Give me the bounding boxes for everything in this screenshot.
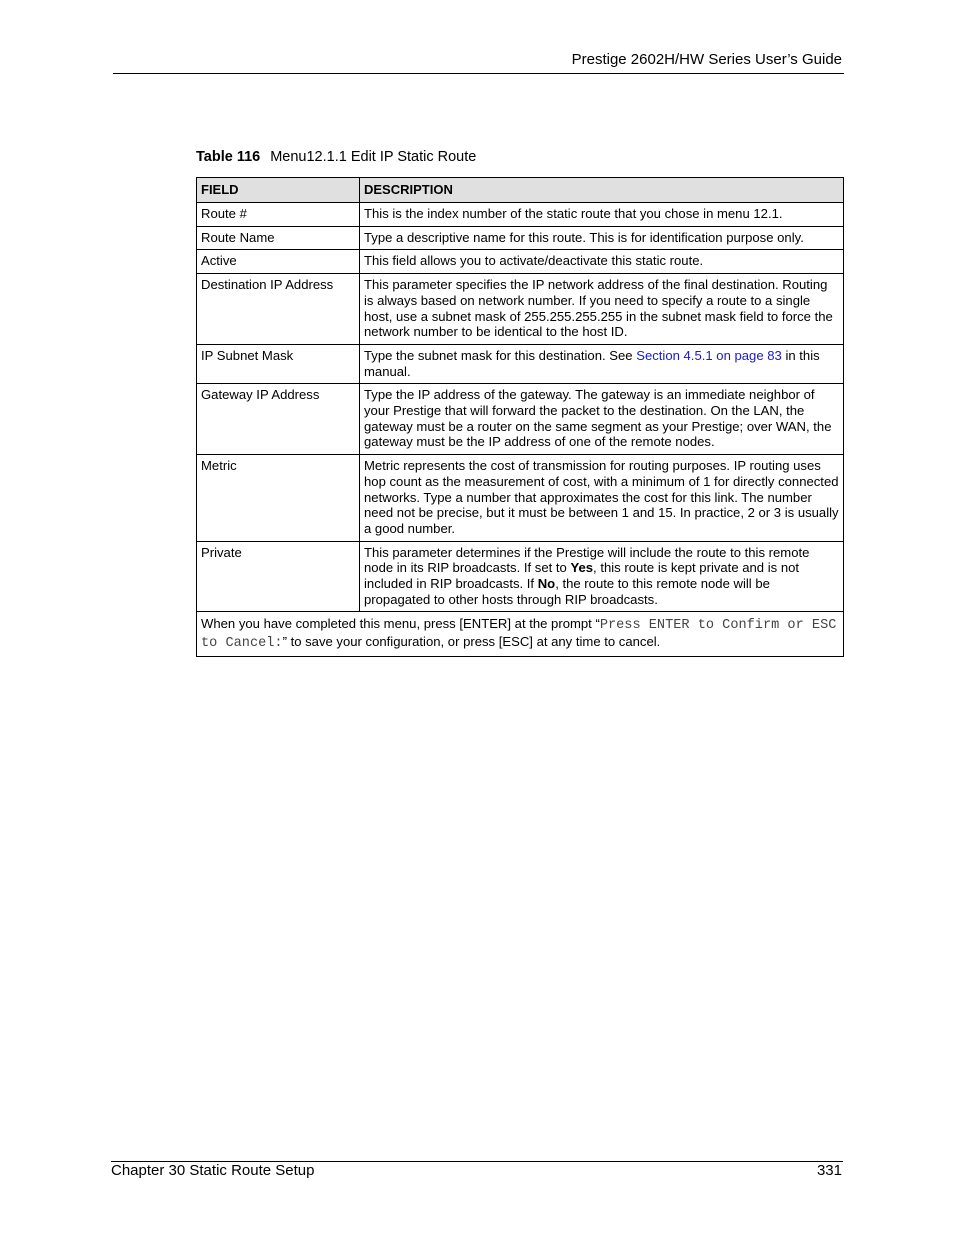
header-rule <box>113 73 844 74</box>
table-row <box>197 541 844 612</box>
table-row <box>197 274 844 345</box>
prompt-text: Press ENTER to Confirm or ESC to Cancel: <box>201 618 837 652</box>
description-cell: This field allows you to activate/deactivate this static route. <box>360 250 844 274</box>
field-cell: Private <box>197 541 360 612</box>
table-header-row <box>197 178 844 203</box>
field-cell: Metric <box>197 455 360 542</box>
table-row <box>197 250 844 274</box>
table-footer-row <box>197 612 844 656</box>
field-cell: Destination IP Address <box>197 274 360 345</box>
field-cell: Route Name <box>197 226 360 250</box>
table-caption <box>196 148 476 166</box>
bold-option-no: No <box>537 576 556 592</box>
table-row <box>197 226 844 250</box>
description-cell: Type the IP address of the gateway. The gateway is an immediate neighbor of your Prestige that will forward the packet to the destination. On the LAN, the gateway must be a router on the same segment as your Prestige; over WAN, the gateway must be the IP address of one of the remote nodes. <box>360 384 844 455</box>
field-cell: Route # <box>197 203 360 227</box>
footer-note-text: ” to save your configuration, or press [ESC] at any time to cancel. <box>282 634 661 650</box>
field-description-table <box>196 177 844 657</box>
description-cell: This is the index number of the static route that you chose in menu 12.1. <box>360 203 844 227</box>
description-text: , the route to this remote node will be propagated to other hosts through RIP broadcasts. <box>364 576 770 607</box>
description-text: This parameter determines if the Prestige will include the route to this remote node in its RIP broadcasts. If set to <box>364 544 810 576</box>
field-cell: Active <box>197 250 360 274</box>
description-text: Type the subnet mask for this destination. See <box>364 347 637 363</box>
page-number: 331 <box>816 1162 842 1179</box>
description-cell: Metric represents the cost of transmission for routing purposes. IP routing uses hop count as the measurement of cost, with a minimum of 1 for directly connected networks. Type a number that approximates the cost for this link. The number need not be precise, but it must be between 1 and 15. In practice, 2 or 3 is usually a good number. <box>360 455 844 542</box>
description-cell <box>360 541 844 612</box>
section-cross-reference-link[interactable]: Section 4.5.1 on page 83 <box>636 347 782 363</box>
description-text: , this route is kept private and is not included in RIP broadcasts. If <box>364 560 800 592</box>
table-footer-note <box>197 612 844 656</box>
column-header-field: FIELD <box>197 178 360 203</box>
description-cell: This parameter specifies the IP network address of the final destination. Routing is always based on network number. If you need to specify a route to a single host, use a subnet mask of 255.255.255.255 in the subnet mask field to force the network number to be identical to the host ID. <box>360 274 844 345</box>
description-cell: Type a descriptive name for this route. This is for identification purpose only. <box>360 226 844 250</box>
table-row <box>197 203 844 227</box>
field-cell: IP Subnet Mask <box>197 344 360 383</box>
chapter-title: Chapter 30 Static Route Setup <box>111 1162 315 1179</box>
table-title: Menu12.1.1 Edit IP Static Route <box>270 149 477 165</box>
table-row <box>197 455 844 542</box>
bold-option-yes: Yes <box>570 560 594 576</box>
description-text: in this manual. <box>364 347 820 379</box>
footer-note-text: When you have completed this menu, press [ENTER] at the prompt “ <box>201 616 600 632</box>
table-row <box>197 384 844 455</box>
running-header-title: Prestige 2602H/HW Series User’s Guide <box>571 51 842 68</box>
description-cell <box>360 344 844 383</box>
table-row <box>197 344 844 383</box>
field-cell: Gateway IP Address <box>197 384 360 455</box>
column-header-description: DESCRIPTION <box>360 178 844 203</box>
table-number: Table 116 <box>196 149 261 165</box>
